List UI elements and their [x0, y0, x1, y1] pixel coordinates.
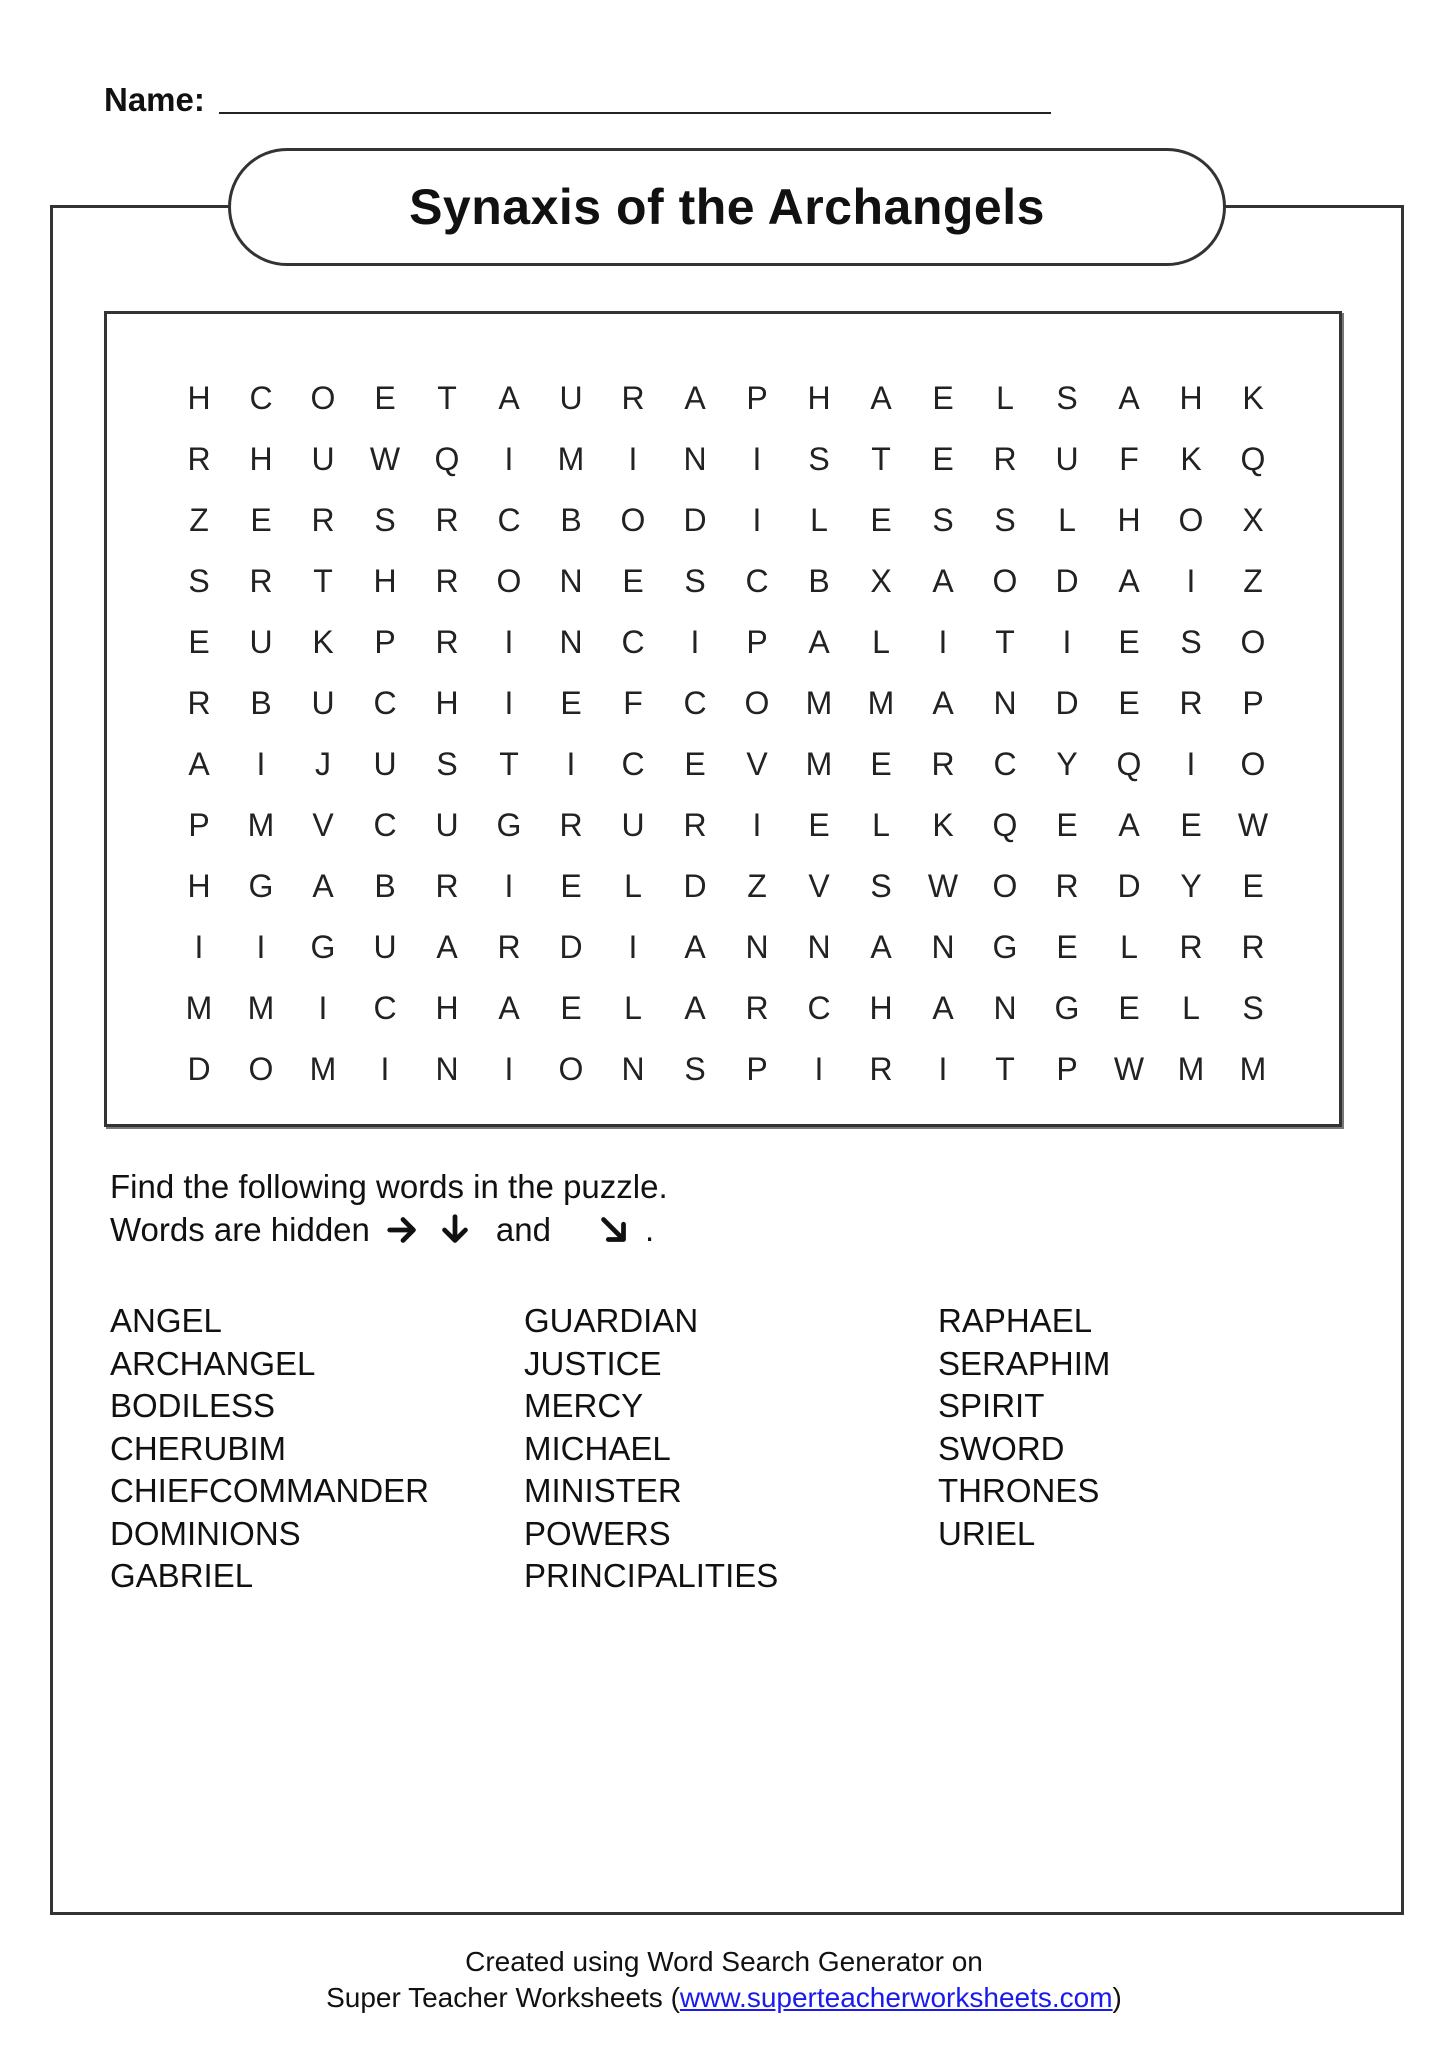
word-list-item: RAPHAEL	[938, 1302, 1093, 1339]
word-list-column-2	[524, 1300, 778, 1598]
grid-cell[interactable]: Q	[434, 441, 460, 477]
grid-cell[interactable]: M	[867, 685, 895, 721]
grid-cell[interactable]: N	[559, 563, 583, 599]
footer-line-2	[0, 1980, 1448, 2016]
grid-cell[interactable]: M	[247, 807, 275, 843]
grid-cell[interactable]: P	[188, 807, 210, 843]
grid-cell[interactable]: I	[752, 807, 762, 843]
grid-cell[interactable]: S	[684, 563, 706, 599]
grid-cell[interactable]: L	[872, 624, 890, 660]
grid-cell[interactable]: D	[683, 502, 707, 538]
grid-cell[interactable]: O	[310, 380, 336, 416]
grid-cell[interactable]: I	[938, 624, 948, 660]
grid-cell[interactable]: T	[995, 624, 1015, 660]
word-list-column-3	[938, 1300, 1110, 1555]
instructions-line-1: Find the following words in the puzzle.	[110, 1168, 668, 1205]
arrow-down-right-icon	[595, 1211, 633, 1249]
grid-cell[interactable]: U	[559, 380, 583, 416]
grid-cell[interactable]: A	[870, 929, 892, 965]
word-list-item: PRINCIPALITIES	[524, 1557, 779, 1594]
grid-cell[interactable]: E	[622, 563, 644, 599]
grid-cell[interactable]: M	[1239, 1051, 1267, 1087]
grid-cell[interactable]: G	[248, 868, 274, 904]
instructions	[110, 1165, 668, 1251]
grid-cell[interactable]: R	[869, 1051, 893, 1087]
grid-cell[interactable]: I	[628, 441, 638, 477]
grid-cell[interactable]: K	[1180, 441, 1202, 477]
grid-cell[interactable]: B	[250, 685, 272, 721]
arrow-down-icon	[436, 1211, 474, 1249]
grid-cell[interactable]: R	[435, 563, 459, 599]
grid-cell[interactable]: F	[623, 685, 643, 721]
grid-cell[interactable]: S	[870, 868, 892, 904]
grid-cell[interactable]: P	[746, 380, 768, 416]
grid-cell[interactable]: C	[621, 746, 645, 782]
grid-cell[interactable]: N	[993, 990, 1017, 1026]
grid-cell[interactable]: S	[808, 441, 830, 477]
grid-cell[interactable]: U	[373, 929, 397, 965]
grid-cell[interactable]: E	[1056, 807, 1078, 843]
grid-cell[interactable]: T	[499, 746, 519, 782]
grid-cell[interactable]: I	[504, 685, 514, 721]
grid-cell[interactable]: B	[808, 563, 830, 599]
grid-cell[interactable]: U	[1055, 441, 1079, 477]
grid-cell[interactable]: C	[497, 502, 521, 538]
grid-cell[interactable]: A	[932, 563, 954, 599]
grid-cell[interactable]: I	[504, 868, 514, 904]
word-list-item: JUSTICE	[524, 1344, 662, 1382]
instructions-line-2	[110, 1208, 668, 1251]
grid-cell[interactable]: R	[1055, 868, 1079, 904]
grid-cell[interactable]: I	[628, 929, 638, 965]
grid-cell[interactable]: E	[1118, 990, 1140, 1026]
grid-cell[interactable]: H	[187, 868, 211, 904]
grid-cell[interactable]: M	[805, 685, 833, 721]
grid-cell[interactable]: N	[435, 1051, 459, 1087]
word-list-item: ANGEL	[110, 1302, 222, 1339]
grid-cell[interactable]: C	[993, 746, 1017, 782]
grid-cell[interactable]: A	[870, 380, 892, 416]
grid-cell[interactable]: R	[745, 990, 769, 1026]
word-list-item: DOMINIONS	[110, 1514, 301, 1552]
grid-cell[interactable]: I	[752, 441, 762, 477]
grid-cell[interactable]: O	[992, 563, 1018, 599]
grid-cell[interactable]: E	[932, 380, 954, 416]
grid-cell[interactable]: A	[436, 929, 458, 965]
grid-cell[interactable]: N	[745, 929, 769, 965]
grid-cell[interactable]: R	[311, 502, 335, 538]
grid-cell[interactable]: M	[247, 990, 275, 1026]
grid-cell[interactable]: G	[496, 807, 522, 843]
grid-cell[interactable]: P	[1056, 1051, 1078, 1087]
grid-cell[interactable]: H	[435, 685, 459, 721]
grid-cell[interactable]: H	[807, 380, 831, 416]
grid-cell[interactable]: E	[188, 624, 210, 660]
grid-cell[interactable]: E	[1056, 929, 1078, 965]
grid-cell[interactable]: I	[256, 746, 266, 782]
grid-cell[interactable]: N	[683, 441, 707, 477]
grid-cell[interactable]: E	[1118, 685, 1140, 721]
grid-cell[interactable]: R	[1179, 929, 1203, 965]
grid-cell[interactable]: H	[869, 990, 893, 1026]
grid-cell[interactable]: E	[932, 441, 954, 477]
footer-link[interactable]: www.superteacherworksheets.com	[679, 1982, 1113, 2013]
grid-cell[interactable]: A	[1118, 380, 1140, 416]
grid-cell[interactable]: V	[808, 868, 830, 904]
grid-cell[interactable]: D	[1055, 685, 1079, 721]
grid-cell[interactable]: T	[871, 441, 891, 477]
name-label: Name:	[104, 81, 205, 118]
grid-cell[interactable]: H	[249, 441, 273, 477]
footer	[0, 1944, 1448, 2016]
grid-cell[interactable]: Z	[747, 868, 767, 904]
grid-cell[interactable]: B	[374, 868, 396, 904]
grid-cell[interactable]: H	[1117, 502, 1141, 538]
grid-cell[interactable]: P	[746, 624, 768, 660]
grid-cell[interactable]: Q	[1116, 746, 1142, 782]
grid-cell[interactable]: N	[807, 929, 831, 965]
grid-cell[interactable]: E	[374, 380, 396, 416]
grid-cell[interactable]: S	[1056, 380, 1078, 416]
grid-cell[interactable]: E	[1242, 868, 1264, 904]
grid-cell[interactable]: N	[931, 929, 955, 965]
grid-cell[interactable]: M	[805, 746, 833, 782]
grid-cell[interactable]: I	[194, 929, 204, 965]
grid-cell[interactable]: R	[993, 441, 1017, 477]
grid-cell[interactable]: T	[313, 563, 333, 599]
grid-cell[interactable]: L	[810, 502, 828, 538]
grid-cell[interactable]: R	[931, 746, 955, 782]
grid-cell[interactable]: C	[373, 990, 397, 1026]
grid-cell[interactable]: I	[256, 929, 266, 965]
grid-cell[interactable]: E	[1118, 624, 1140, 660]
word-list-item: THRONES	[938, 1472, 1100, 1509]
footer-line-1: Created using Word Search Generator on	[465, 1946, 983, 1977]
word-list-item: SWORD	[938, 1429, 1065, 1467]
grid-cell[interactable]: E	[1180, 807, 1202, 843]
arrow-right-icon	[384, 1211, 422, 1249]
grid-cell[interactable]: N	[559, 624, 583, 660]
grid-cell[interactable]: N	[993, 685, 1017, 721]
grid-cell[interactable]: I	[1062, 624, 1072, 660]
grid-cell[interactable]: K	[932, 807, 954, 843]
grid-cell[interactable]: U	[373, 746, 397, 782]
grid-cell[interactable]: A	[1118, 807, 1140, 843]
grid-cell[interactable]: O	[1240, 746, 1266, 782]
grid-cell[interactable]: A	[684, 929, 706, 965]
grid-cell[interactable]: U	[249, 624, 273, 660]
grid-cell[interactable]: D	[683, 868, 707, 904]
word-list-item: CHERUBIM	[110, 1429, 287, 1467]
grid-cell[interactable]: J	[315, 746, 331, 782]
grid-cell[interactable]: H	[1179, 380, 1203, 416]
grid-cell[interactable]: C	[683, 685, 707, 721]
grid-cell[interactable]: I	[504, 624, 514, 660]
grid-cell[interactable]: I	[566, 746, 576, 782]
grid-cell[interactable]: I	[504, 441, 514, 477]
grid-cell[interactable]: R	[249, 563, 273, 599]
grid-cell[interactable]: P	[746, 1051, 768, 1087]
grid-cell[interactable]: R	[559, 807, 583, 843]
grid-cell[interactable]: E	[560, 990, 582, 1026]
grid-cell[interactable]: O	[992, 868, 1018, 904]
grid-cell[interactable]: V	[312, 807, 334, 843]
grid-cell[interactable]: E	[560, 685, 582, 721]
word-list-item: ARCHANGEL	[110, 1344, 316, 1382]
grid-cell[interactable]: D	[1055, 563, 1079, 599]
grid-cell[interactable]: K	[1242, 380, 1264, 416]
grid-cell[interactable]: V	[746, 746, 768, 782]
grid-cell[interactable]: E	[560, 868, 582, 904]
grid-cell[interactable]: S	[436, 746, 458, 782]
grid-cell[interactable]: Y	[1180, 868, 1202, 904]
word-list-item: URIEL	[938, 1514, 1036, 1552]
word-list-item: BODILESS	[110, 1387, 276, 1424]
grid-cell[interactable]: Z	[1243, 563, 1263, 599]
grid-cell[interactable]: G	[992, 929, 1018, 965]
grid-cell[interactable]: A	[498, 990, 520, 1026]
grid-cell[interactable]: M	[1177, 1051, 1205, 1087]
grid-cell[interactable]: B	[560, 502, 582, 538]
grid-cell[interactable]: H	[187, 380, 211, 416]
word-list-item: SPIRIT	[938, 1387, 1045, 1424]
instructions-period: .	[644, 1211, 655, 1248]
word-list-item: MERCY	[524, 1387, 644, 1424]
instructions-prefix: Words are hidden	[110, 1211, 370, 1248]
grid-cell[interactable]: P	[374, 624, 396, 660]
grid-cell[interactable]: S	[188, 563, 210, 599]
grid-cell[interactable]: A	[498, 380, 520, 416]
grid-cell[interactable]: G	[1054, 990, 1080, 1026]
grid-cell[interactable]: R	[621, 380, 645, 416]
grid-cell[interactable]: C	[373, 685, 397, 721]
instructions-and: and	[495, 1211, 551, 1248]
grid-cell[interactable]: I	[938, 1051, 948, 1087]
grid-cell[interactable]: S	[1180, 624, 1202, 660]
name-blank-line[interactable]	[219, 112, 1051, 114]
grid-cell[interactable]: Q	[992, 807, 1018, 843]
grid-cell[interactable]: O	[1178, 502, 1204, 538]
grid-cell[interactable]: R	[435, 868, 459, 904]
grid-cell[interactable]: C	[621, 624, 645, 660]
grid-cell[interactable]: L	[624, 868, 642, 904]
grid-cell[interactable]: E	[808, 807, 830, 843]
grid-cell[interactable]: I	[504, 1051, 514, 1087]
grid-cell[interactable]: C	[373, 807, 397, 843]
grid-cell[interactable]: S	[1242, 990, 1264, 1026]
grid-cell[interactable]: E	[870, 502, 892, 538]
grid-cell[interactable]: A	[684, 990, 706, 1026]
grid-cell[interactable]: U	[311, 685, 335, 721]
word-list-item: MINISTER	[524, 1472, 682, 1509]
grid-cell[interactable]: L	[1120, 929, 1138, 965]
grid-cell[interactable]: T	[437, 380, 457, 416]
grid-cell[interactable]: M	[557, 441, 585, 477]
word-list-column-1	[110, 1300, 429, 1598]
grid-cell[interactable]: R	[1241, 929, 1265, 965]
name-row	[104, 80, 1051, 120]
grid-cell[interactable]: W	[369, 441, 401, 477]
grid-cell[interactable]: R	[497, 929, 521, 965]
grid-cell[interactable]: O	[620, 502, 646, 538]
footer-prefix: Super Teacher Worksheets (	[326, 1982, 680, 2013]
letter-grid	[168, 368, 1284, 1100]
word-list-item: MICHAEL	[524, 1429, 671, 1467]
grid-cell[interactable]: R	[187, 685, 211, 721]
grid-cell[interactable]: L	[624, 990, 642, 1026]
grid-cell[interactable]: Y	[1056, 746, 1078, 782]
word-list-item: GABRIEL	[110, 1557, 254, 1594]
word-list-item: CHIEFCOMMANDER	[110, 1472, 429, 1509]
grid-cell[interactable]: C	[249, 380, 273, 416]
grid-cell[interactable]: F	[1119, 441, 1139, 477]
grid-cell[interactable]: K	[312, 624, 334, 660]
grid-cell[interactable]: I	[814, 1051, 824, 1087]
grid-cell[interactable]: G	[310, 929, 336, 965]
grid-cell[interactable]: D	[187, 1051, 211, 1087]
word-list-item: GUARDIAN	[524, 1302, 699, 1339]
grid-cell[interactable]: S	[684, 1051, 706, 1087]
grid-cell[interactable]: R	[1179, 685, 1203, 721]
grid-cell[interactable]: D	[1117, 868, 1141, 904]
grid-cell[interactable]: R	[187, 441, 211, 477]
footer-suffix: )	[1112, 1982, 1122, 2013]
grid-cell[interactable]: R	[435, 624, 459, 660]
grid-cell[interactable]: M	[185, 990, 213, 1026]
grid-cell[interactable]: P	[1242, 685, 1264, 721]
grid-cell[interactable]: E	[250, 502, 272, 538]
grid-cell[interactable]: W	[1237, 807, 1269, 843]
grid-cell[interactable]: E	[870, 746, 892, 782]
grid-cell[interactable]: Q	[1240, 441, 1266, 477]
grid-cell[interactable]: M	[309, 1051, 337, 1087]
grid-cell[interactable]: A	[188, 746, 210, 782]
grid-cell[interactable]: A	[1118, 563, 1140, 599]
grid-cell[interactable]: D	[559, 929, 583, 965]
grid-cell[interactable]: L	[1182, 990, 1200, 1026]
grid-cell[interactable]: U	[435, 807, 459, 843]
grid-cell[interactable]: I	[380, 1051, 390, 1087]
grid-cell[interactable]: S	[994, 502, 1016, 538]
grid-cell[interactable]: N	[621, 1051, 645, 1087]
grid-cell[interactable]: T	[995, 1051, 1015, 1087]
grid-cell[interactable]: I	[318, 990, 328, 1026]
grid-cell[interactable]: Z	[189, 502, 209, 538]
word-list-item: POWERS	[524, 1514, 671, 1552]
grid-cell[interactable]: R	[435, 502, 459, 538]
grid-cell[interactable]: H	[435, 990, 459, 1026]
grid-cell[interactable]: I	[690, 624, 700, 660]
word-list-item: SERAPHIM	[938, 1344, 1111, 1382]
grid-cell[interactable]: L	[996, 380, 1014, 416]
grid-cell[interactable]: W	[927, 868, 959, 904]
grid-cell[interactable]: L	[1058, 502, 1076, 538]
grid-cell[interactable]: O	[744, 685, 770, 721]
grid-cell[interactable]: X	[870, 563, 892, 599]
grid-cell[interactable]: X	[1242, 502, 1264, 538]
grid-cell[interactable]: O	[558, 1051, 584, 1087]
grid-cell[interactable]: L	[872, 807, 890, 843]
grid-cell[interactable]: A	[312, 868, 334, 904]
grid-cell[interactable]: S	[932, 502, 954, 538]
grid-cell[interactable]: A	[684, 380, 706, 416]
grid-cell[interactable]: O	[248, 1051, 274, 1087]
grid-cell[interactable]: C	[807, 990, 831, 1026]
grid-cell[interactable]: H	[373, 563, 397, 599]
grid-cell[interactable]: R	[683, 807, 707, 843]
grid-cell[interactable]: U	[621, 807, 645, 843]
grid-cell[interactable]: A	[808, 624, 830, 660]
grid-cell[interactable]: I	[752, 502, 762, 538]
grid-cell[interactable]: I	[1186, 563, 1196, 599]
grid-cell[interactable]: O	[496, 563, 522, 599]
grid-cell[interactable]: O	[1240, 624, 1266, 660]
grid-cell[interactable]: S	[374, 502, 396, 538]
grid-cell[interactable]: U	[311, 441, 335, 477]
grid-cell[interactable]: W	[1113, 1051, 1145, 1087]
page-title: Synaxis of the Archangels	[409, 179, 1045, 235]
title-banner	[228, 148, 1226, 266]
grid-cell[interactable]: I	[1186, 746, 1196, 782]
grid-cell[interactable]: C	[745, 563, 769, 599]
grid-cell[interactable]: A	[932, 685, 954, 721]
grid-cell[interactable]: A	[932, 990, 954, 1026]
grid-cell[interactable]: E	[684, 746, 706, 782]
